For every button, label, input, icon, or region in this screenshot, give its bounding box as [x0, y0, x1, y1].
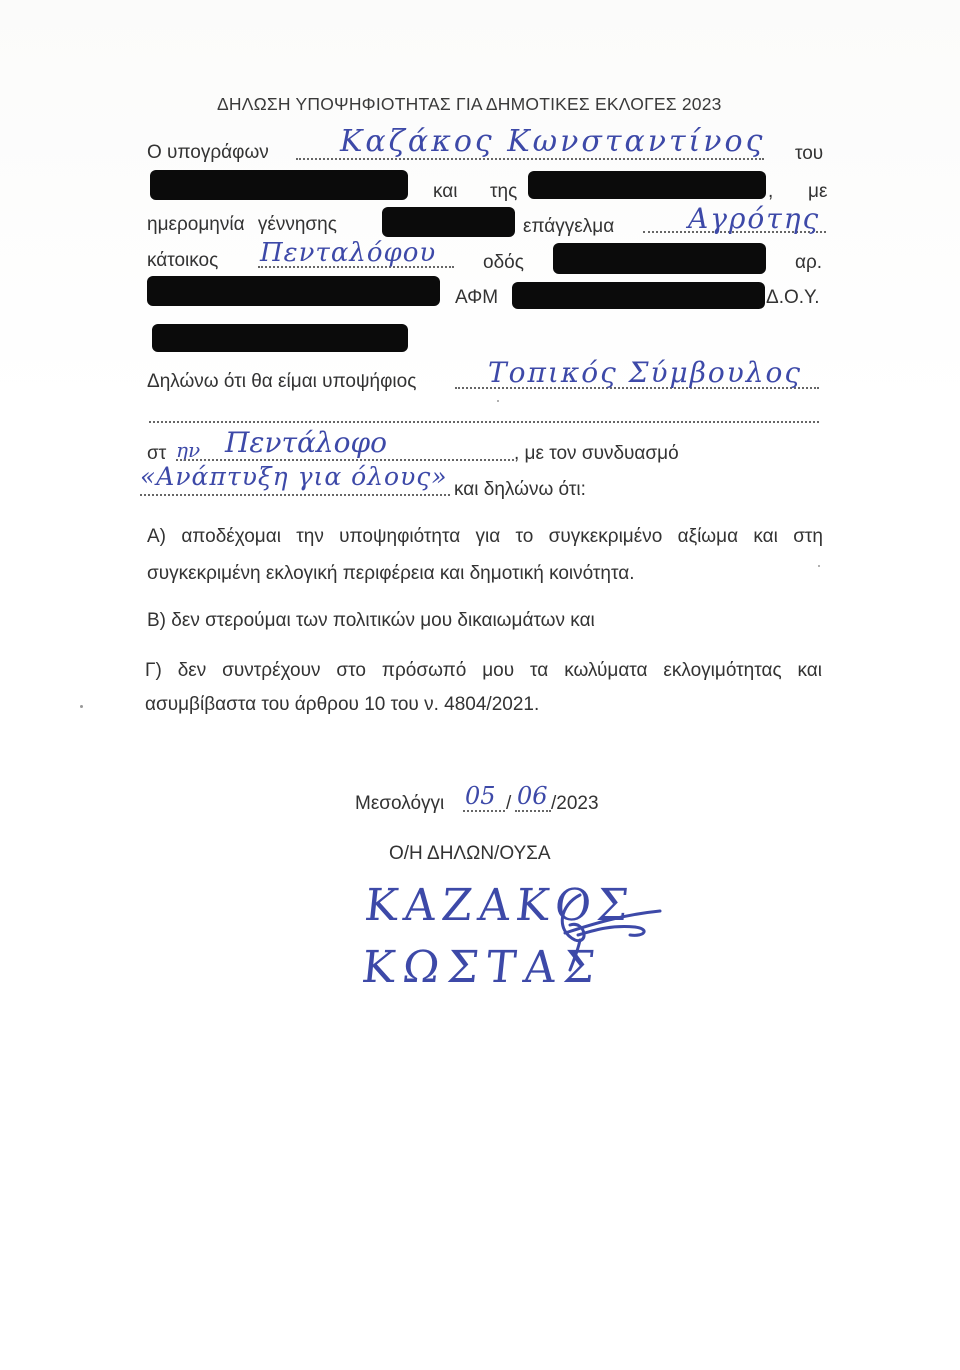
paper-speck	[497, 400, 499, 402]
st-prefix-handwriting: ην	[176, 438, 201, 462]
coalition-dotted-line	[140, 494, 450, 496]
paper-speck	[80, 705, 83, 708]
document-page: ΔΗΛΩΣΗ ΥΠΟΨΗΦΙΟΤΗΤΑΣ ΓΙΑ ΔΗΜΟΤΙΚΕΣ ΕΚΛΟΓΕΣ 2023 Ο υπογράφων Καζάκος Κωνσταντίνος του και της , με ημερομηνία γέννησης επάγγελμα Αγρότης κάτοικος Πενταλόφου οδός αρ. ΑΦΜ Δ.Ο.Υ. Δηλώνω ότι θα είμαι υποψήφιος Τοπικός Σύμβουλος στ ην Πεντάλοφο , με τον συνδυασμό «Ανάπτυξη για όλους» και δηλώνω ότι: Α) αποδέχομαι την υποψηφιότητα για το συγκεκριμένο αξίωμα και στη συγκεκριμένη εκλογική περιφέρεια και δημοτική κοινότητα. Β) δεν στερούμαι των πολιτικών μου δικαιωμάτων και Γ) δεν συντρέχουν στο πρόσωπό μου τα κωλύματα εκλογιμότητας και ασυμβίβαστα του άρθρου 10 του ν. 4804/2021. Μεσολόγγι 05 / 06 /2023 Ο/Η ΔΗΛΩΝ/ΟΥΣΑ ΚΑΖΑΚΟΣ ΚΩΣΤΑΣ	[0, 0, 960, 1370]
st-label: στ	[147, 443, 167, 464]
occupation-label: επάγγελμα	[523, 216, 615, 237]
redaction-birthdate	[382, 207, 515, 237]
redaction-doy	[152, 324, 408, 352]
doy-label: Δ.Ο.Υ.	[766, 287, 820, 308]
day-dotted-line	[463, 810, 505, 812]
resident-label: κάτοικος	[147, 250, 219, 271]
signer-label: Ο υπογράφων	[147, 142, 269, 163]
place-label: Μεσολόγγι	[355, 793, 445, 814]
signature-scribble	[550, 885, 670, 975]
statement-a-line2: συγκεκριμένη εκλογική περιφέρεια και δημοτική κοινότητα.	[147, 563, 635, 584]
community-handwriting: Πεντάλοφο	[225, 426, 387, 459]
statement-b: Β) δεν στερούμαι των πολιτικών μου δικαιωμάτων και	[147, 610, 595, 631]
month-dotted-line	[515, 810, 551, 812]
signature-line2: ΚΩΣΤΑΣ	[359, 942, 606, 993]
statement-c-line1: Γ) δεν συντρέχουν στο πρόσωπό μου τα κωλύματα εκλογιμότητας και	[145, 660, 822, 681]
and-label: και	[433, 181, 458, 202]
date-day-handwriting: 05	[465, 782, 496, 810]
statement-c-line2: ασυμβίβαστα του άρθρου 10 του ν. 4804/2021.	[145, 694, 540, 715]
number-label: αρ.	[795, 252, 823, 273]
signature-line1: ΚΑΖΑΚΟΣ	[362, 880, 637, 931]
coalition-handwriting: «Ανάπτυξη για όλους»	[140, 462, 448, 491]
of-mother-label: της	[490, 181, 518, 202]
candidate-label: Δηλώνω ότι θα είμαι υποψήφιος	[147, 371, 417, 392]
document-title: ΔΗΛΩΣΗ ΥΠΟΨΗΦΙΟΤΗΤΑΣ ΓΙΑ ΔΗΜΟΤΙΚΕΣ ΕΚΛΟΓΕΣ 2023	[217, 94, 722, 114]
candidate-handwriting: Τοπικός Σύμβουλος	[488, 356, 803, 389]
redaction-number	[147, 276, 440, 306]
redaction-street	[553, 243, 766, 274]
with-label: με	[808, 181, 828, 202]
continuation-dotted-line	[149, 421, 819, 423]
of-label: του	[795, 143, 824, 164]
statement-a-line1: Α) αποδέχομαι την υποψηφιότητα για το συγκεκριμένο αξίωμα και στη	[147, 526, 823, 547]
afm-label: ΑΦΜ	[455, 287, 499, 308]
declare-label: και δηλώνω ότι:	[454, 479, 586, 500]
redaction-mother-name	[528, 171, 766, 199]
street-label: οδός	[483, 252, 524, 273]
date-year: /2023	[551, 793, 599, 814]
occupation-handwriting: Αγρότης	[688, 202, 821, 235]
signer-handwriting: Καζάκος Κωνσταντίνος	[340, 124, 766, 159]
declarant-label: Ο/Η ΔΗΛΩΝ/ΟΥΣΑ	[389, 843, 551, 864]
resident-handwriting: Πενταλόφου	[260, 238, 437, 268]
paper-speck	[818, 565, 820, 567]
redaction-afm	[512, 282, 765, 309]
community-dotted-line	[176, 459, 514, 461]
redaction-father-name	[150, 170, 408, 200]
birthdate-label: ημερομηνία γέννησης	[147, 214, 337, 235]
coalition-label: , με τον συνδυασμό	[514, 443, 679, 464]
date-month-handwriting: 06	[517, 782, 548, 810]
